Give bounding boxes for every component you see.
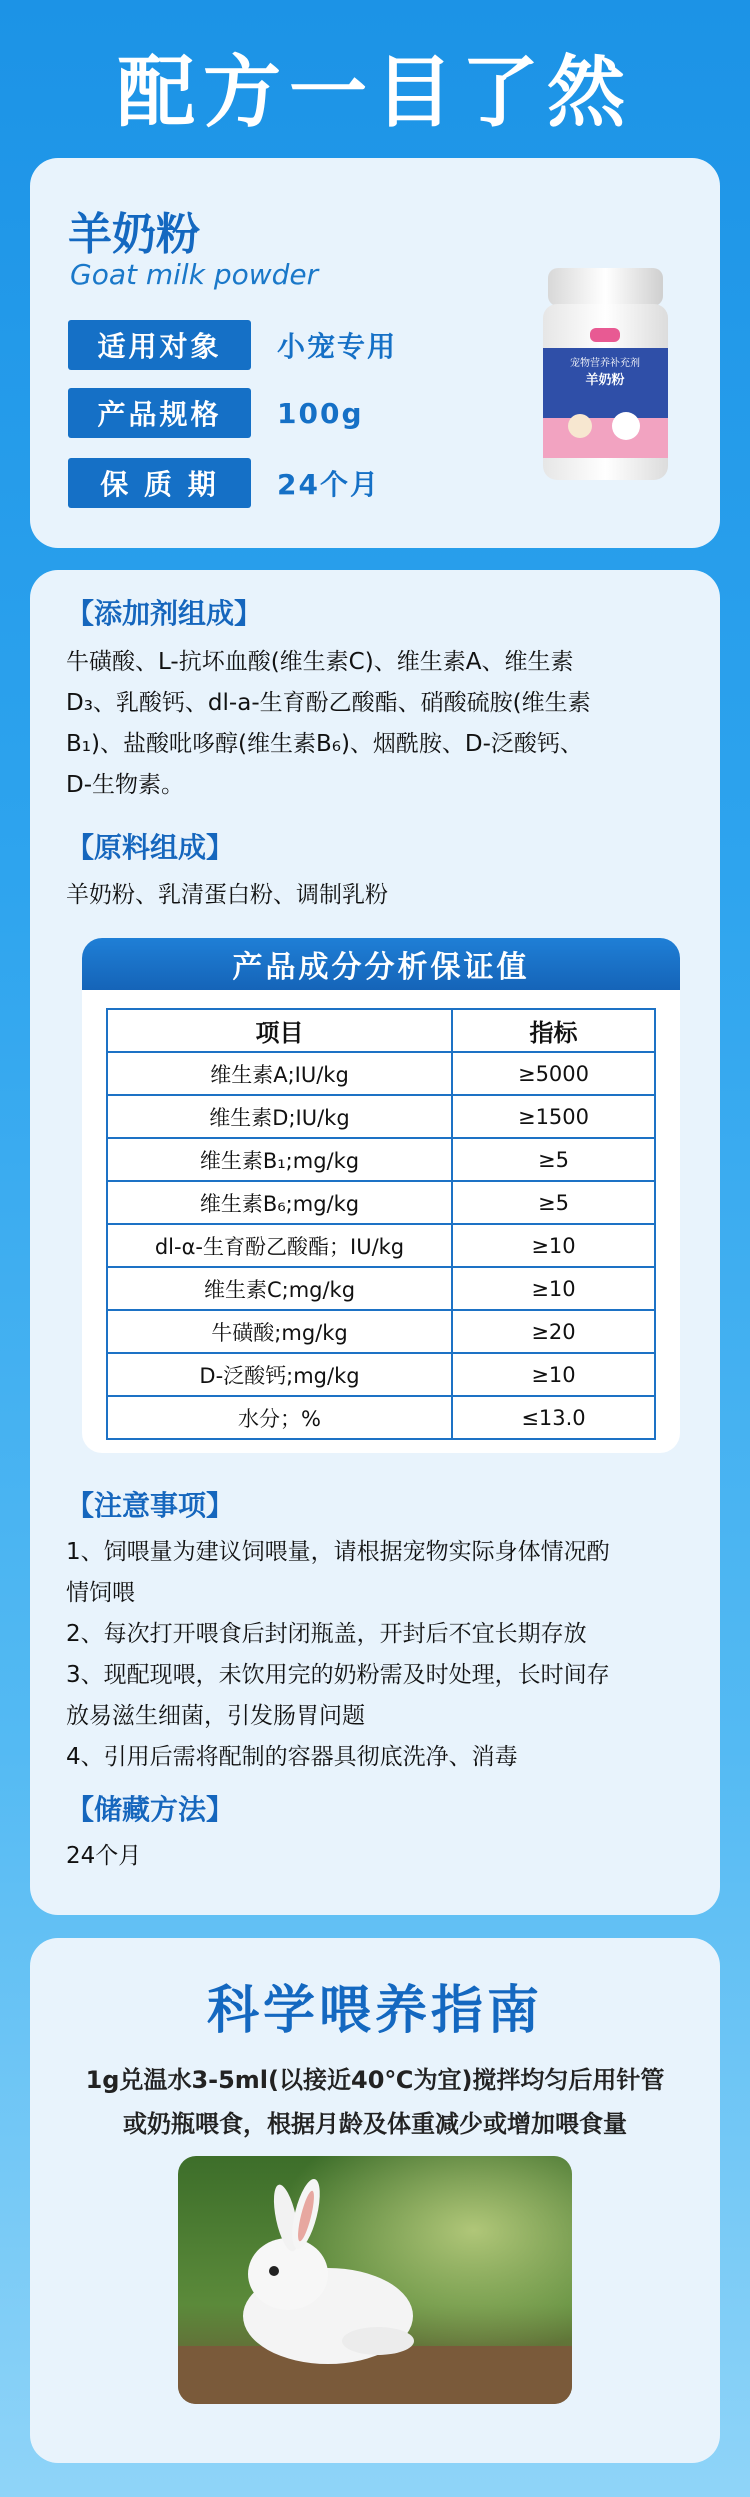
spec-row-shelf-life [68, 458, 380, 508]
additives-heading: 【添加剂组成】 [66, 597, 263, 630]
spec-label-shelf-life: 保 质 期 [68, 458, 251, 508]
page-title: 配方一目了然 [116, 48, 633, 138]
table-header-row [107, 1009, 655, 1052]
table-row [107, 1052, 655, 1095]
cell-value: ≥10 [452, 1353, 655, 1396]
guide-title: 科学喂养指南 [206, 1981, 543, 2041]
notes-line: 3、现配现喂，未饮用完的奶粉需及时处理，长时间存 [66, 1662, 610, 1688]
spec-label-size: 产品规格 [68, 388, 251, 438]
cell-value: ≥5 [452, 1138, 655, 1181]
cell-item: dl-α-生育酚乙酸酯；IU/kg [107, 1224, 452, 1267]
product-name: 羊奶粉 [68, 209, 200, 260]
column-header-item: 项目 [107, 1009, 452, 1052]
additives-text [66, 642, 688, 806]
cell-value: ≥5000 [452, 1052, 655, 1095]
product-name-en: Goat milk powder [70, 258, 319, 291]
notes-line: 放易滋生细菌，引发肠胃问题 [66, 1703, 365, 1729]
spec-row-size [68, 388, 364, 438]
table-row [107, 1353, 655, 1396]
storage-text: 24个月 [66, 1843, 142, 1869]
cell-item: 维生素C;mg/kg [107, 1267, 452, 1310]
additives-line: 牛磺酸、L-抗坏血酸(维生素C)、维生素A、维生素 [66, 649, 574, 675]
cell-value: ≤13.0 [452, 1396, 655, 1439]
table-row [107, 1181, 655, 1224]
feeding-guide-card [30, 1938, 720, 2463]
column-header-value: 指标 [452, 1009, 655, 1052]
notes-heading: 【注意事项】 [66, 1489, 235, 1522]
table-row [107, 1310, 655, 1353]
spec-value-size: 100g [277, 396, 364, 430]
ingredients-heading: 【原料组成】 [66, 831, 235, 864]
jar-label-line1: 宠物营养补充剂 [570, 358, 640, 369]
cell-item: 水分；% [107, 1396, 452, 1439]
notes-line: 情饲喂 [66, 1580, 135, 1606]
spec-value-shelf-life: 24个月 [277, 468, 380, 501]
table-row [107, 1224, 655, 1267]
cell-value: ≥20 [452, 1310, 655, 1353]
spec-row-target [68, 320, 397, 370]
analysis-table [106, 1008, 656, 1440]
table-row [107, 1396, 655, 1439]
rabbit-photo [178, 2156, 572, 2404]
cell-value: ≥1500 [452, 1095, 655, 1138]
additives-line: B₁)、盐酸吡哆醇(维生素B₆)、烟酰胺、D-泛酸钙、 [66, 731, 583, 757]
table-row [107, 1267, 655, 1310]
notes-line: 4、引用后需将配制的容器具彻底洗净、消毒 [66, 1744, 518, 1770]
guide-line: 或奶瓶喂食，根据月龄及体重减少或增加喂食量 [123, 2110, 627, 2138]
cell-value: ≥5 [452, 1181, 655, 1224]
cell-item: 维生素A;IU/kg [107, 1052, 452, 1095]
cell-item: D-泛酸钙;mg/kg [107, 1353, 452, 1396]
table-row [107, 1095, 655, 1138]
product-jar-image [538, 268, 673, 483]
notes-line: 1、饲喂量为建议饲喂量，请根据宠物实际身体情况酌 [66, 1539, 610, 1565]
guide-text [60, 2058, 690, 2146]
product-card [30, 158, 720, 548]
spec-label-target: 适用对象 [68, 320, 251, 370]
notes-text [66, 1532, 688, 1778]
cell-item: 维生素B₆;mg/kg [107, 1181, 452, 1224]
spec-value-target: 小宠专用 [277, 330, 398, 363]
composition-card [30, 570, 720, 1915]
storage-heading: 【储藏方法】 [66, 1793, 235, 1826]
guide-line: 1g兑温水3-5ml(以接近40℃为宜)搅拌均匀后用针管 [85, 2066, 665, 2094]
table-row [107, 1138, 655, 1181]
jar-label-line2: 羊奶粉 [585, 373, 625, 388]
additives-line: D-生物素。 [66, 772, 185, 798]
cell-value: ≥10 [452, 1267, 655, 1310]
ingredients-text: 羊奶粉、乳清蛋白粉、调制乳粉 [66, 882, 388, 908]
cell-item: 维生素B₁;mg/kg [107, 1138, 452, 1181]
cell-value: ≥10 [452, 1224, 655, 1267]
cell-item: 牛磺酸;mg/kg [107, 1310, 452, 1353]
additives-line: D₃、乳酸钙、dl-a-生育酚乙酸酯、硝酸硫胺(维生素 [66, 690, 591, 716]
analysis-panel [82, 938, 680, 1453]
notes-line: 2、每次打开喂食后封闭瓶盖，开封后不宜长期存放 [66, 1621, 587, 1647]
analysis-title: 产品成分分析保证值 [82, 938, 680, 990]
cell-item: 维生素D;IU/kg [107, 1095, 452, 1138]
